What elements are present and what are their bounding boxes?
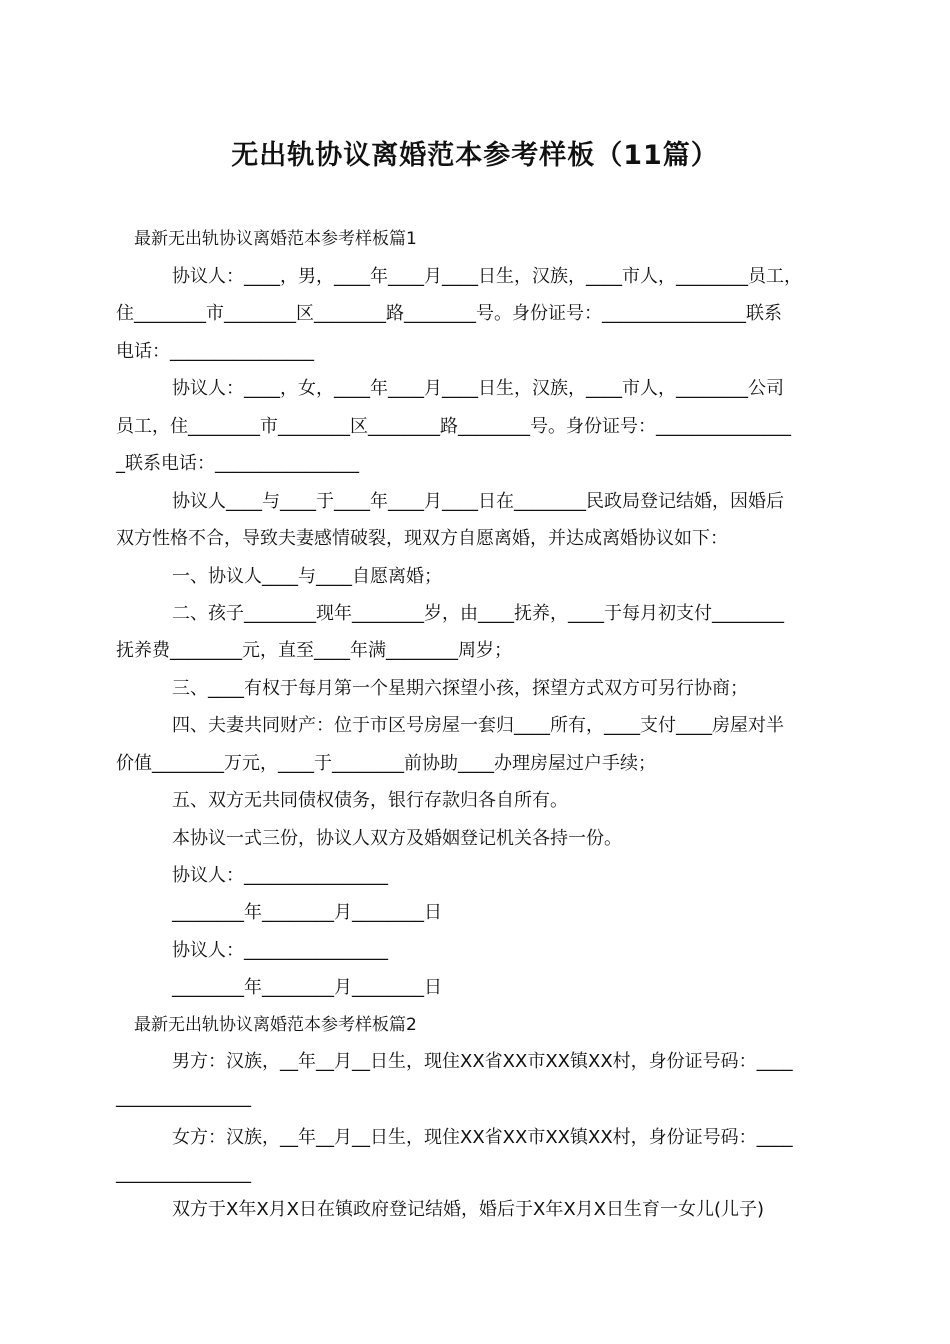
paragraph-line: _______________ — [116, 1163, 251, 1184]
signature-line: 协议人：________________ — [172, 865, 388, 886]
signature-line: 协议人：________________ — [172, 940, 388, 961]
date-line: ________年________月________日 — [172, 977, 442, 998]
paragraph-line: 男方：汉族，__年__月__日生，现住XX省XX市XX镇XX村，身份证号码：____ — [172, 1051, 793, 1072]
paragraph-line: 本协议一式三份，协议人双方及婚姻登记机关各持一份。 — [172, 828, 622, 849]
clause-line: 五、双方无共同债权债务，银行存款归各自所有。 — [172, 790, 568, 811]
paragraph-line: 员工，住________市________区________路________号。身份证号：_______________ — [116, 416, 791, 437]
clause-line: 抚养费________元，直至____年满________周岁； — [116, 640, 512, 661]
paragraph-line: _联系电话：________________ — [116, 453, 359, 474]
paragraph-line: 女方：汉族，__年__月__日生，现住XX省XX市XX镇XX村，身份证号码：____ — [172, 1127, 793, 1148]
paragraph-line: 住________市________区________路________号。身份证号：________________联系 — [116, 303, 782, 324]
clause-line: 一、协议人____与____自愿离婚； — [172, 566, 442, 587]
clause-line: 三、____有权于每月第一个星期六探望小孩，探望方式双方可另行协商； — [172, 678, 748, 699]
clause-line: 四、夫妻共同财产：位于市区号房屋一套归____所有，____支付____房屋对半 — [172, 715, 784, 736]
paragraph-line: _______________ — [116, 1087, 251, 1108]
paragraph-line: 电话：________________ — [116, 341, 314, 362]
paragraph-line: 双方于X年X月X日在镇政府登记结婚，婚后于X年X月X日生育一女儿(儿子) — [172, 1199, 765, 1220]
paragraph-line: 协议人：____，女，____年____月____日生，汉族，____市人，________公司 — [172, 378, 784, 399]
date-line: ________年________月________日 — [172, 902, 442, 923]
clause-line: 二、孩子________现年________岁，由____抚养，____于每月初支付________ — [172, 603, 784, 624]
paragraph-line: 协议人____与____于____年____月____日在________民政局登记结婚，因婚后 — [172, 491, 784, 512]
paragraph-line: 双方性格不合，导致夫妻感情破裂，现双方自愿离婚，并达成离婚协议如下： — [116, 528, 728, 549]
clause-line: 价值________万元，____于________前协助____办理房屋过户手续； — [116, 753, 656, 774]
document-title: 无出轨协议离婚范本参考样板（11篇） — [231, 140, 719, 171]
section-heading: 最新无出轨协议离婚范本参考样板篇2 — [134, 1015, 417, 1035]
section-heading: 最新无出轨协议离婚范本参考样板篇1 — [134, 229, 417, 249]
paragraph-line: 协议人：____，男，____年____月____日生，汉族，____市人，________员工， — [172, 266, 802, 287]
